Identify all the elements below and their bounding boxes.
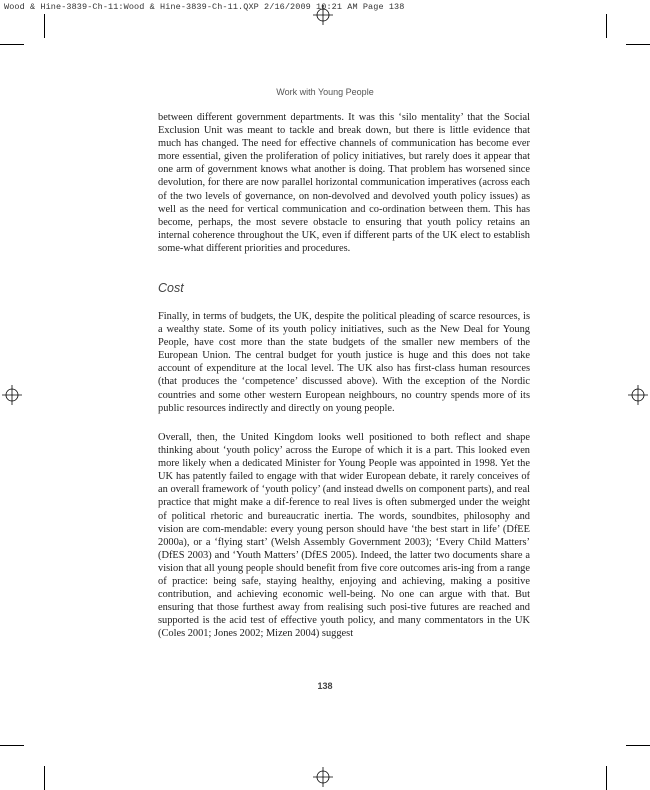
body-paragraph: [158, 111, 530, 255]
registration-mark-right: [628, 385, 648, 405]
print-slug-line: Wood & Hine-3839-Ch-11:Wood & Hine-3839-Ch-11.QXP 2/16/2009 10:21 AM Page 138: [4, 2, 405, 12]
crop-mark: [0, 745, 24, 746]
running-head: Work with Young People: [276, 87, 374, 97]
crop-mark: [44, 14, 45, 38]
crop-mark: [606, 14, 607, 38]
crop-mark: [44, 766, 45, 790]
registration-mark-left: [2, 385, 22, 405]
registration-mark-top: [313, 5, 333, 25]
paragraph-text: between different government departments. It was this ‘silo mentality’ that the Social Exclusion Unit was meant to tackle and break down, but there is little evidence that much has changed. The need for effective channels of communication has become ever more essential, given the proliferation of policy initiatives, but rarely does it appear that one arm of government knows what another is doing. That problem has worsened since devolution, for there are now parallel horizontal communication imperatives (across each of the two levels of governance, on non-devolved and devolved youth policy issues) as well as the need for vertical communication and co-ordination between them. This has become, perhaps, the most severe obstacle to ensuring that youth policy retains an internal coherence throughout the UK, even if different parts of the UK elect to establish some-what different priorities and procedures.: [158, 112, 530, 254]
crop-mark: [626, 44, 650, 45]
page-number: 138: [317, 681, 333, 691]
paragraph-text: Overall, then, the United Kingdom looks well positioned to both reflect and shape thinking about ‘youth policy’ across the Europe of which it is a part. This looked even more likely when a dedicated Minister for Young People was appointed in 1998. Yet the UK has patently failed to engage with that wider European debate, it rarely conceives of an overall framework of ‘youth policy’ (and instead dwells on component parts), and real practice that might make a dif-ference to real lives is often submerged under the weight of political rhetoric and bureaucratic inertia. The words, soundbites, philosophy and vision are com-mendable: every young person should have ‘the best start in life’ (DfEE 2000a), or a ‘flying start’ (Welsh Assembly Government 2003); ‘Every Child Matters’ (DfES 2003) and ‘Youth Matters’ (DfES 2005). Indeed, the latter two documents share a vision that all young people should benefit from five core outcomes aris-ing from a range of practice: being safe, staying healthy, enjoying and achieving, making a positive contribution, and achieving economic well-being. No one can argue with that. But ensuring that those furthest away from realising such posi-tive futures are reached and supported is the acid test of effective youth policy, and many commentators in the UK (Coles 2001; Jones 2002; Mizen 2004) suggest: [158, 432, 530, 640]
paragraph-text: Finally, in terms of budgets, the UK, despite the political pleading of scarce resources, is a wealthy state. Some of its youth policy initiatives, such as the New Deal for Young People, have cost more than the state budgets of the smaller new members of the European Union. The central budget for youth justice is huge and this does not take account of expenditure at the local level. The UK also has first-class human resources (that produces the ‘competence’ discussed above). With the exception of the Nordic countries and some other western European neighbours, no country spends more of its public resources indirectly and directly on young people.: [158, 311, 530, 414]
crop-mark: [626, 745, 650, 746]
body-paragraph: [158, 310, 530, 415]
section-heading: Cost: [158, 281, 184, 295]
body-paragraph: [158, 431, 530, 641]
crop-mark: [0, 44, 24, 45]
registration-mark-bottom: [313, 767, 333, 787]
crop-mark: [606, 766, 607, 790]
